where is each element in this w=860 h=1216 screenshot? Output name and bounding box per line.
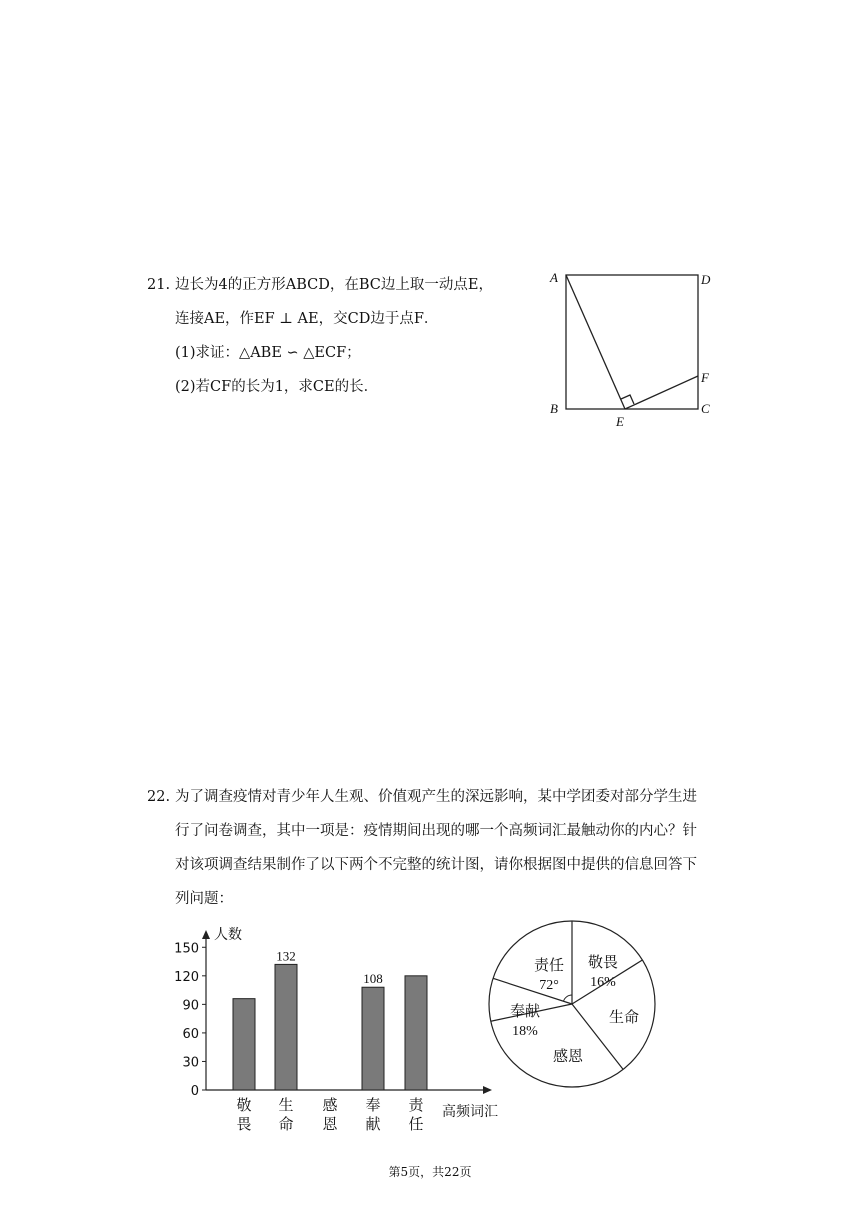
label-a: A: [550, 270, 558, 285]
x-tick-label: 任: [408, 1115, 424, 1133]
segment-ae: [566, 275, 625, 409]
question-21-part-2: (2)若CF的长为1，求CE的长．: [175, 379, 379, 395]
question-21-line-1: 边长为4的正方形ABCD，在BC边上取一动点E，: [175, 277, 493, 293]
segment-ef: [625, 376, 698, 409]
question-22-line-2: 行了问卷调查，其中一项是：疫情期间出现的哪一个高频词汇最触动你的内心？针: [175, 823, 697, 839]
data-label: 108: [363, 971, 383, 987]
x-axis-label: 高频词汇: [442, 1104, 498, 1120]
page-footer: 第5页，共22页: [388, 1165, 472, 1179]
x-tick-label: 责: [408, 1096, 424, 1114]
x-tick-label: 恩: [322, 1115, 338, 1133]
x-tick-label: 畏: [236, 1115, 252, 1133]
question-22-line-3: 对该项调查结果制作了以下两个不完整的统计图，请你根据图中提供的信息回答下: [175, 857, 697, 873]
right-angle-mark: [621, 395, 634, 404]
label-d: D: [701, 272, 711, 287]
pie-label-奉献: 奉献: [509, 1002, 541, 1020]
bar-敬畏: [233, 999, 255, 1090]
label-f: F: [701, 370, 709, 385]
y-tick-label: 120: [174, 969, 199, 985]
square-figure: [540, 264, 730, 434]
x-tick-label: 奉: [365, 1096, 381, 1114]
label-b: B: [550, 401, 558, 416]
x-tick-label: 敬: [236, 1096, 252, 1114]
pie-label-责任: 责任: [533, 956, 565, 974]
question-22-line-1: 为了调查疫情对青少年人生观、价值观产生的深远影响，某中学团委对部分学生进: [175, 789, 697, 805]
question-21-number: 21.: [147, 277, 171, 293]
y-axis-label: 人数: [214, 927, 242, 943]
pie-label-生命: 生命: [608, 1008, 640, 1026]
pie-annotation-奉献: 18%: [512, 1024, 538, 1039]
pie-chart: [488, 916, 658, 1092]
y-axis-arrow: [202, 930, 210, 939]
question-21-line-2: 连接AE，作EF ⊥ AE，交CD边于点F．: [175, 311, 439, 327]
question-22-line-4: 列问题：: [175, 891, 233, 907]
y-tick-label: 150: [174, 941, 199, 957]
y-tick-label: 90: [182, 998, 199, 1014]
pie-annotation-责任: 72°: [539, 978, 559, 993]
y-tick-label: 60: [182, 1026, 199, 1042]
pie-annotation-敬畏: 16%: [590, 975, 616, 990]
bar-chart: [160, 918, 510, 1138]
y-tick-label: 30: [182, 1055, 199, 1071]
x-tick-label: 命: [278, 1115, 294, 1133]
y-tick-label: 0: [190, 1084, 199, 1099]
square-abcd: [566, 275, 698, 409]
x-tick-label: 生: [278, 1096, 294, 1114]
label-e: E: [616, 414, 624, 429]
question-21-part-1: (1)求证：△ABE ∽ △ECF；: [175, 345, 361, 361]
x-tick-label: 献: [365, 1115, 381, 1133]
bar-责任: [405, 976, 427, 1090]
question-22-number: 22.: [147, 789, 171, 805]
bar-奉献: [362, 987, 384, 1090]
data-label: 132: [276, 948, 296, 964]
x-tick-label: 感: [322, 1096, 338, 1114]
bar-生命: [275, 964, 297, 1090]
label-c: C: [701, 401, 710, 416]
pie-label-感恩: 感恩: [552, 1047, 584, 1065]
pie-label-敬畏: 敬畏: [587, 953, 619, 971]
